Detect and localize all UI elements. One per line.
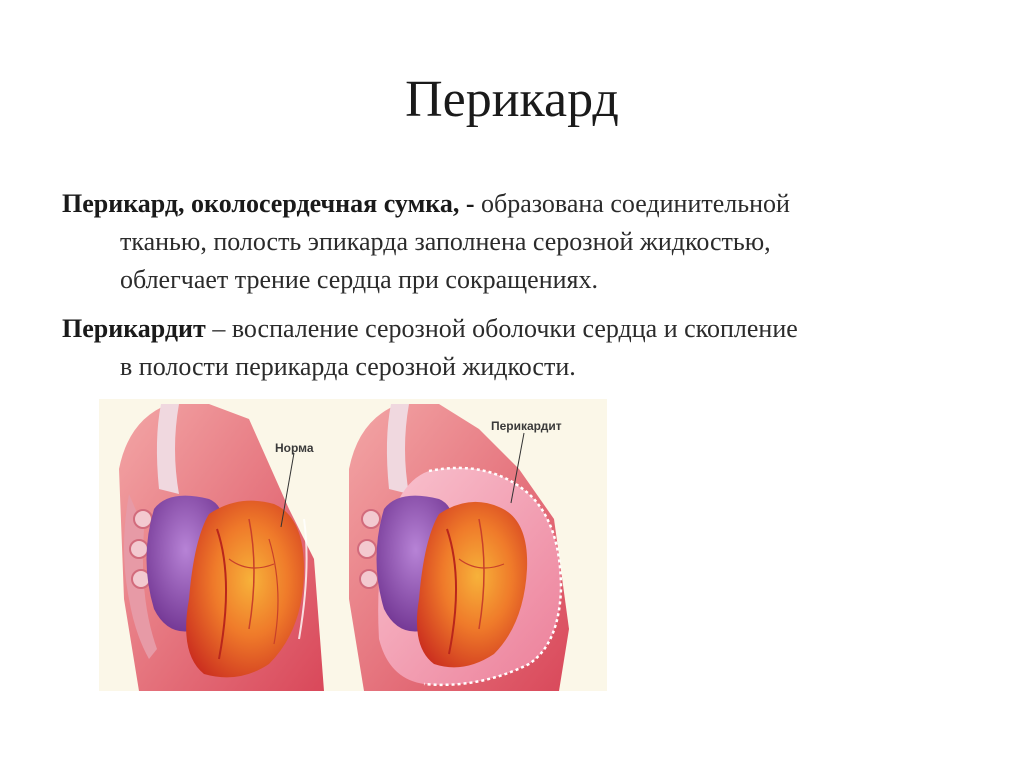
definition-line-2: тканью, полость эпикарда заполнена серозной жидкостью, [120, 227, 771, 256]
label-pericarditis: Перикардит [491, 419, 562, 433]
heart-drawing [99, 399, 607, 691]
definition-line-3: облегчает трение сердца при сокращениях. [120, 265, 598, 294]
pericarditis-line-1 [62, 310, 962, 348]
heart-illustration [99, 399, 607, 691]
definition-text-1: образована соединительной [474, 189, 790, 218]
pericarditis-heart [349, 404, 569, 691]
slide-title: Перикард [405, 71, 619, 128]
pericarditis-text-1: – воспаление серозной оболочки сердца и скопление [205, 314, 798, 343]
pericarditis-term: Перикардит [62, 314, 206, 343]
definition-term: Перикард, околосердечная сумка, - [62, 189, 475, 218]
definition-line-1 [62, 185, 962, 223]
label-normal: Норма [275, 441, 314, 455]
pericarditis-line-2: в полости перикарда серозной жидкости. [120, 352, 576, 381]
pericarditis-paragraph [62, 310, 962, 386]
definition-paragraph [62, 185, 962, 299]
